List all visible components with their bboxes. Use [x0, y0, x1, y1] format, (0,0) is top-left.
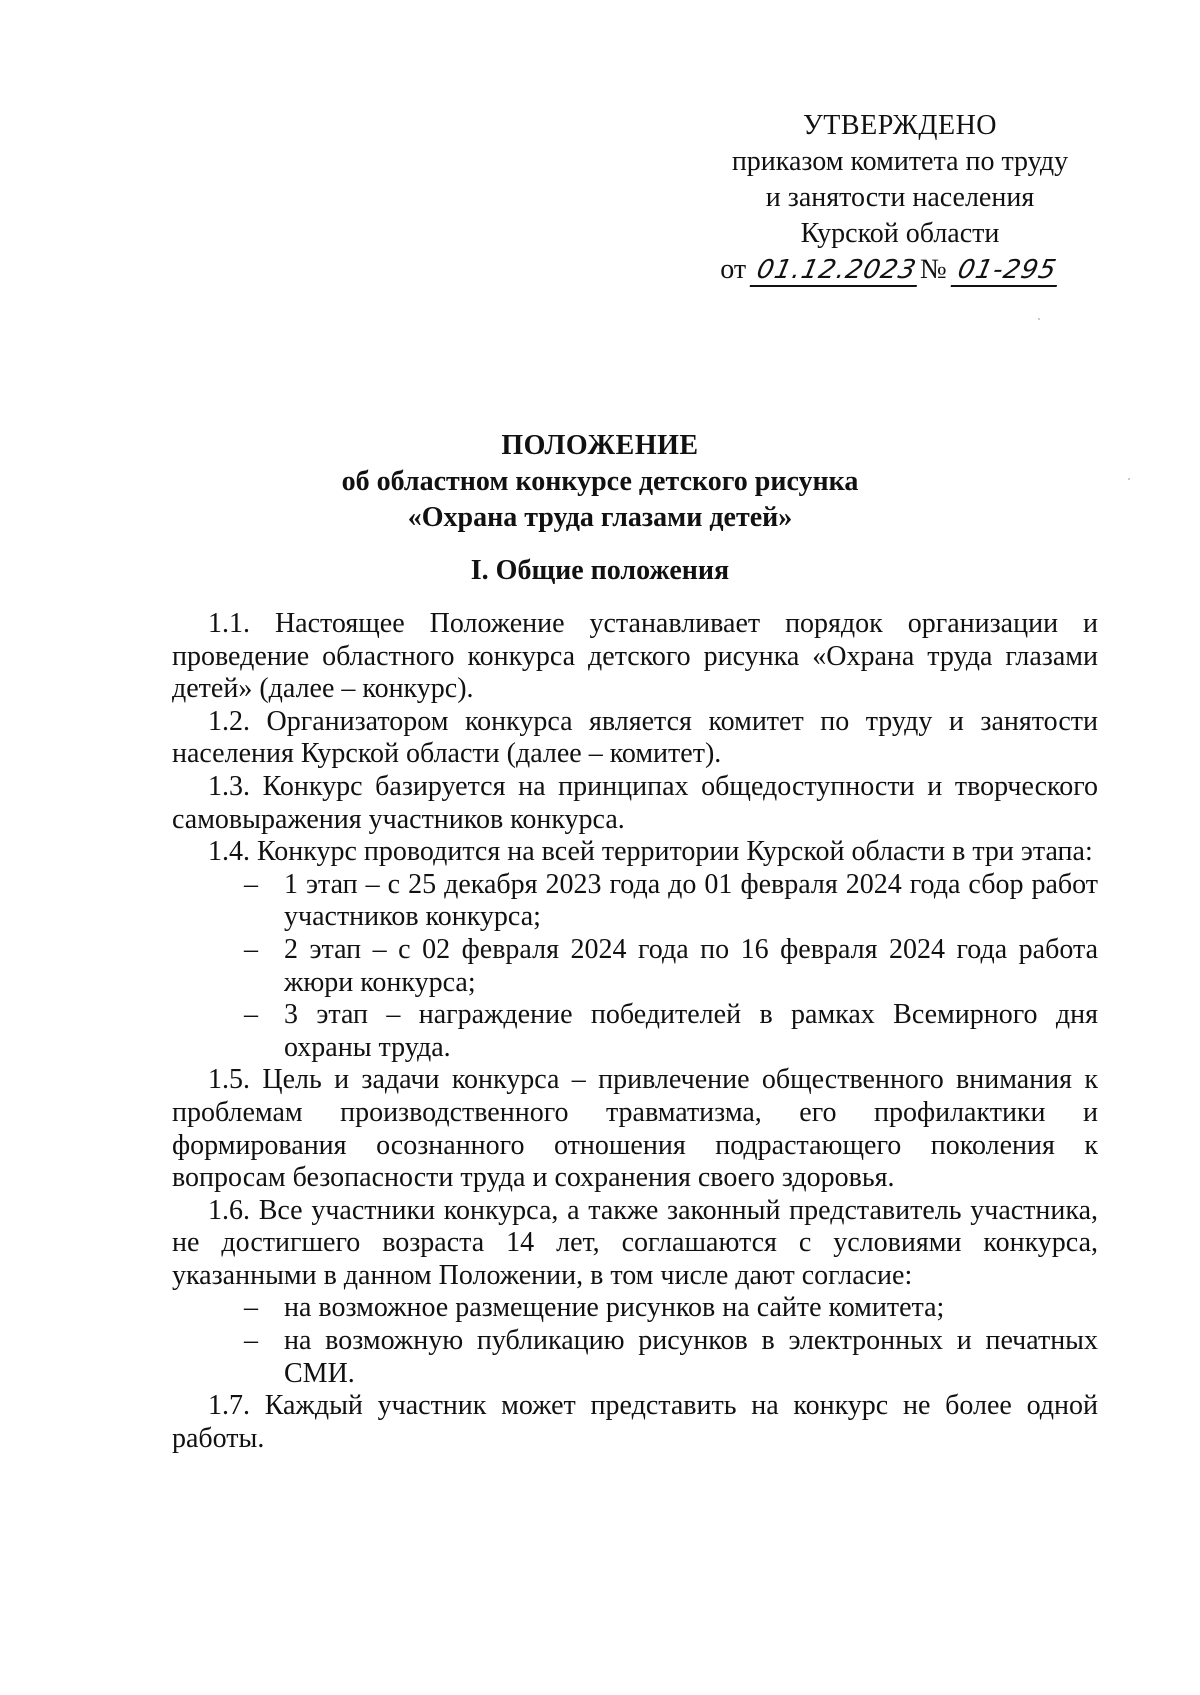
approval-line: приказом комитета по труду	[731, 146, 1069, 177]
list-item	[172, 999, 1098, 1064]
stage-text: 2 этап – с 02 февраля 2024 года по 16 февраля 2024 года работа жюри конкурса;	[284, 933, 1098, 998]
date-prefix: от	[720, 254, 747, 285]
consent-text: на возможную публикацию рисунков в электронных и печатных СМИ.	[284, 1325, 1098, 1389]
document-subtitle-line-2: «Охрана труда глазами детей»	[407, 502, 793, 533]
approval-title: УТВЕРЖДЕНО	[802, 110, 998, 141]
paragraph-1-2: 1.2. Организатором конкурса является комитет по труду и занятости населения Курской области (далее – комитет).	[172, 705, 1098, 770]
paragraph-1-7: 1.7. Каждый участник может представить на конкурс не более одной работы.	[172, 1390, 1098, 1454]
stage-text: 3 этап – награждение победителей в рамках Всемирного дня охраны труда.	[284, 999, 1098, 1063]
paragraph-1-6: 1.6. Все участники конкурса, а также законный представитель участника, не достигшего возраста 14 лет, соглашаются с условиями конкурса, указанными в данном Положении, в том числе дают согласие:	[172, 1194, 1098, 1291]
paragraph-1-5: 1.5. Цель и задачи конкурса – привлечение общественного внимания к проблемам производственного травматизма, его профилактики и формирования осознанного отношения подрастающего поколения к вопросам безопасности труда и сохранения своего здоровья.	[172, 1064, 1098, 1194]
paragraph-1-1: 1.1. Настоящее Положение устанавливает порядок организации и проведение областного конкурса детского рисунка «Охрана труда глазами детей» (далее – конкурс).	[172, 608, 1098, 705]
list-dash: –	[244, 933, 258, 965]
list-dash: –	[244, 868, 258, 900]
section-heading: I. Общие положения	[470, 555, 730, 586]
consent-text: на возможное размещение рисунков на сайте комитета;	[284, 1292, 945, 1324]
stage-text: 1 этап – с 25 декабря 2023 года до 01 февраля 2024 года сбор работ участников конкурса;	[284, 868, 1098, 933]
document-title-block	[150, 428, 1050, 536]
approval-line: и занятости населения	[765, 182, 1035, 213]
scan-artifact	[1038, 318, 1040, 320]
list-item	[172, 869, 1098, 934]
number-sign: №	[919, 254, 947, 285]
approval-block	[700, 108, 1100, 288]
document-subtitle-line-1: об областном конкурсе детского рисунка	[341, 466, 859, 497]
paragraph-1-4: 1.4. Конкурс проводится на всей территории Курской области в три этапа:	[208, 836, 1093, 868]
list-item	[172, 1292, 1098, 1325]
list-item	[172, 1325, 1098, 1390]
document-body	[172, 608, 1098, 1455]
list-item	[172, 934, 1098, 999]
paragraph-1-3: 1.3. Конкурс базируется на принципах общедоступности и творческого самовыражения участников конкурса.	[172, 770, 1098, 835]
handwritten-date: 01.12.2023	[750, 255, 924, 287]
list-dash: –	[244, 999, 258, 1031]
list-dash: –	[244, 1325, 258, 1357]
stages-list	[172, 869, 1098, 1065]
handwritten-number: 01-295	[950, 255, 1063, 287]
document-title: ПОЛОЖЕНИЕ	[501, 430, 699, 461]
scan-artifact	[1128, 478, 1130, 480]
approval-date-line	[690, 252, 1090, 288]
consents-list	[172, 1292, 1098, 1390]
approval-line: Курской области	[800, 218, 1000, 249]
list-dash: –	[244, 1292, 258, 1324]
